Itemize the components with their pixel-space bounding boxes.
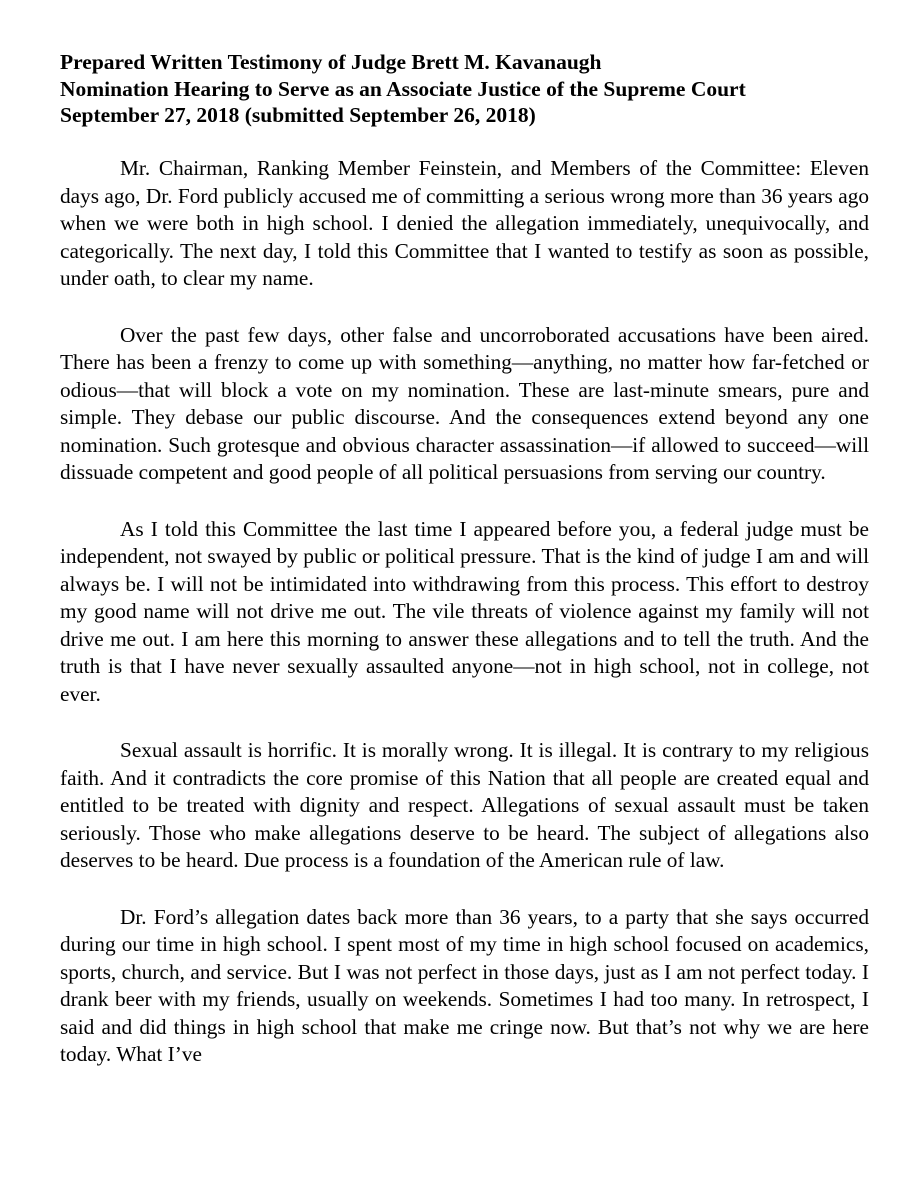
header-date-line: September 27, 2018 (submitted September 26, 2018) xyxy=(60,103,536,127)
paragraph-sexual-assault: Sexual assault is horrific. It is morally wrong. It is illegal. It is contrary to my religious faith. And it contradicts the core promise of this Nation that all people are created equal and entitled to be treated with dignity and respect. Allegations of sexual assault must be taken seriously. Those who make allegations deserve to be heard. The subject of allegations also deserves to be heard. Due process is a foundation of the American rule of law. xyxy=(60,738,869,872)
testimony-body xyxy=(60,155,869,1098)
header-title-line: Prepared Written Testimony of Judge Brett M. Kavanaugh xyxy=(60,50,602,74)
paragraph-accusations: Over the past few days, other false and uncorroborated accusations have been aired. There has been a frenzy to come up with something—anything, no matter how far-fetched or odious—that will block a vote on my nomination. These are last-minute smears, pure and simple. They debase our public discourse. And the consequences extend beyond any one nomination. Such grotesque and obvious character assassination—if allowed to succeed—will dissuade competent and good people of all political persuasions from serving our country. xyxy=(60,322,869,484)
document-header xyxy=(60,49,860,129)
paragraph-high-school: Dr. Ford’s allegation dates back more than 36 years, to a party that she says occurred during our time in high school. I spent most of my time in high school focused on academics, sports, church, and service. But I was not perfect in those days, just as I am not perfect today. I drank beer with my friends, usually on weekends. Sometimes I had too many. In retrospect, I said and did things in high school that make me cringe now. But that’s not why we are here today. What I’ve xyxy=(60,904,869,1066)
header-subtitle-line: Nomination Hearing to Serve as an Associate Justice of the Supreme Court xyxy=(60,76,746,101)
paragraph-opening: Mr. Chairman, Ranking Member Feinstein, and Members of the Committee: Eleven days ago, Dr. Ford publicly accused me of committing a serious wrong more than 36 years ago when we were both in high school. I denied the allegation immediately, unequivocally, and categorically. The next day, I told this Committee that I wanted to testify as soon as possible, under oath, to clear my name. xyxy=(60,156,869,290)
paragraph-independence: As I told this Committee the last time I appeared before you, a federal judge must be independent, not swayed by public or political pressure. That is the kind of judge I am and will always be. I will not be intimidated into withdrawing from this process. This effort to destroy my good name will not drive me out. The vile threats of violence against my family will not drive me out. I am here this morning to answer these allegations and to tell the truth. And the truth is that I have never sexually assaulted anyone—not in high school, not in college, not ever. xyxy=(60,516,869,706)
